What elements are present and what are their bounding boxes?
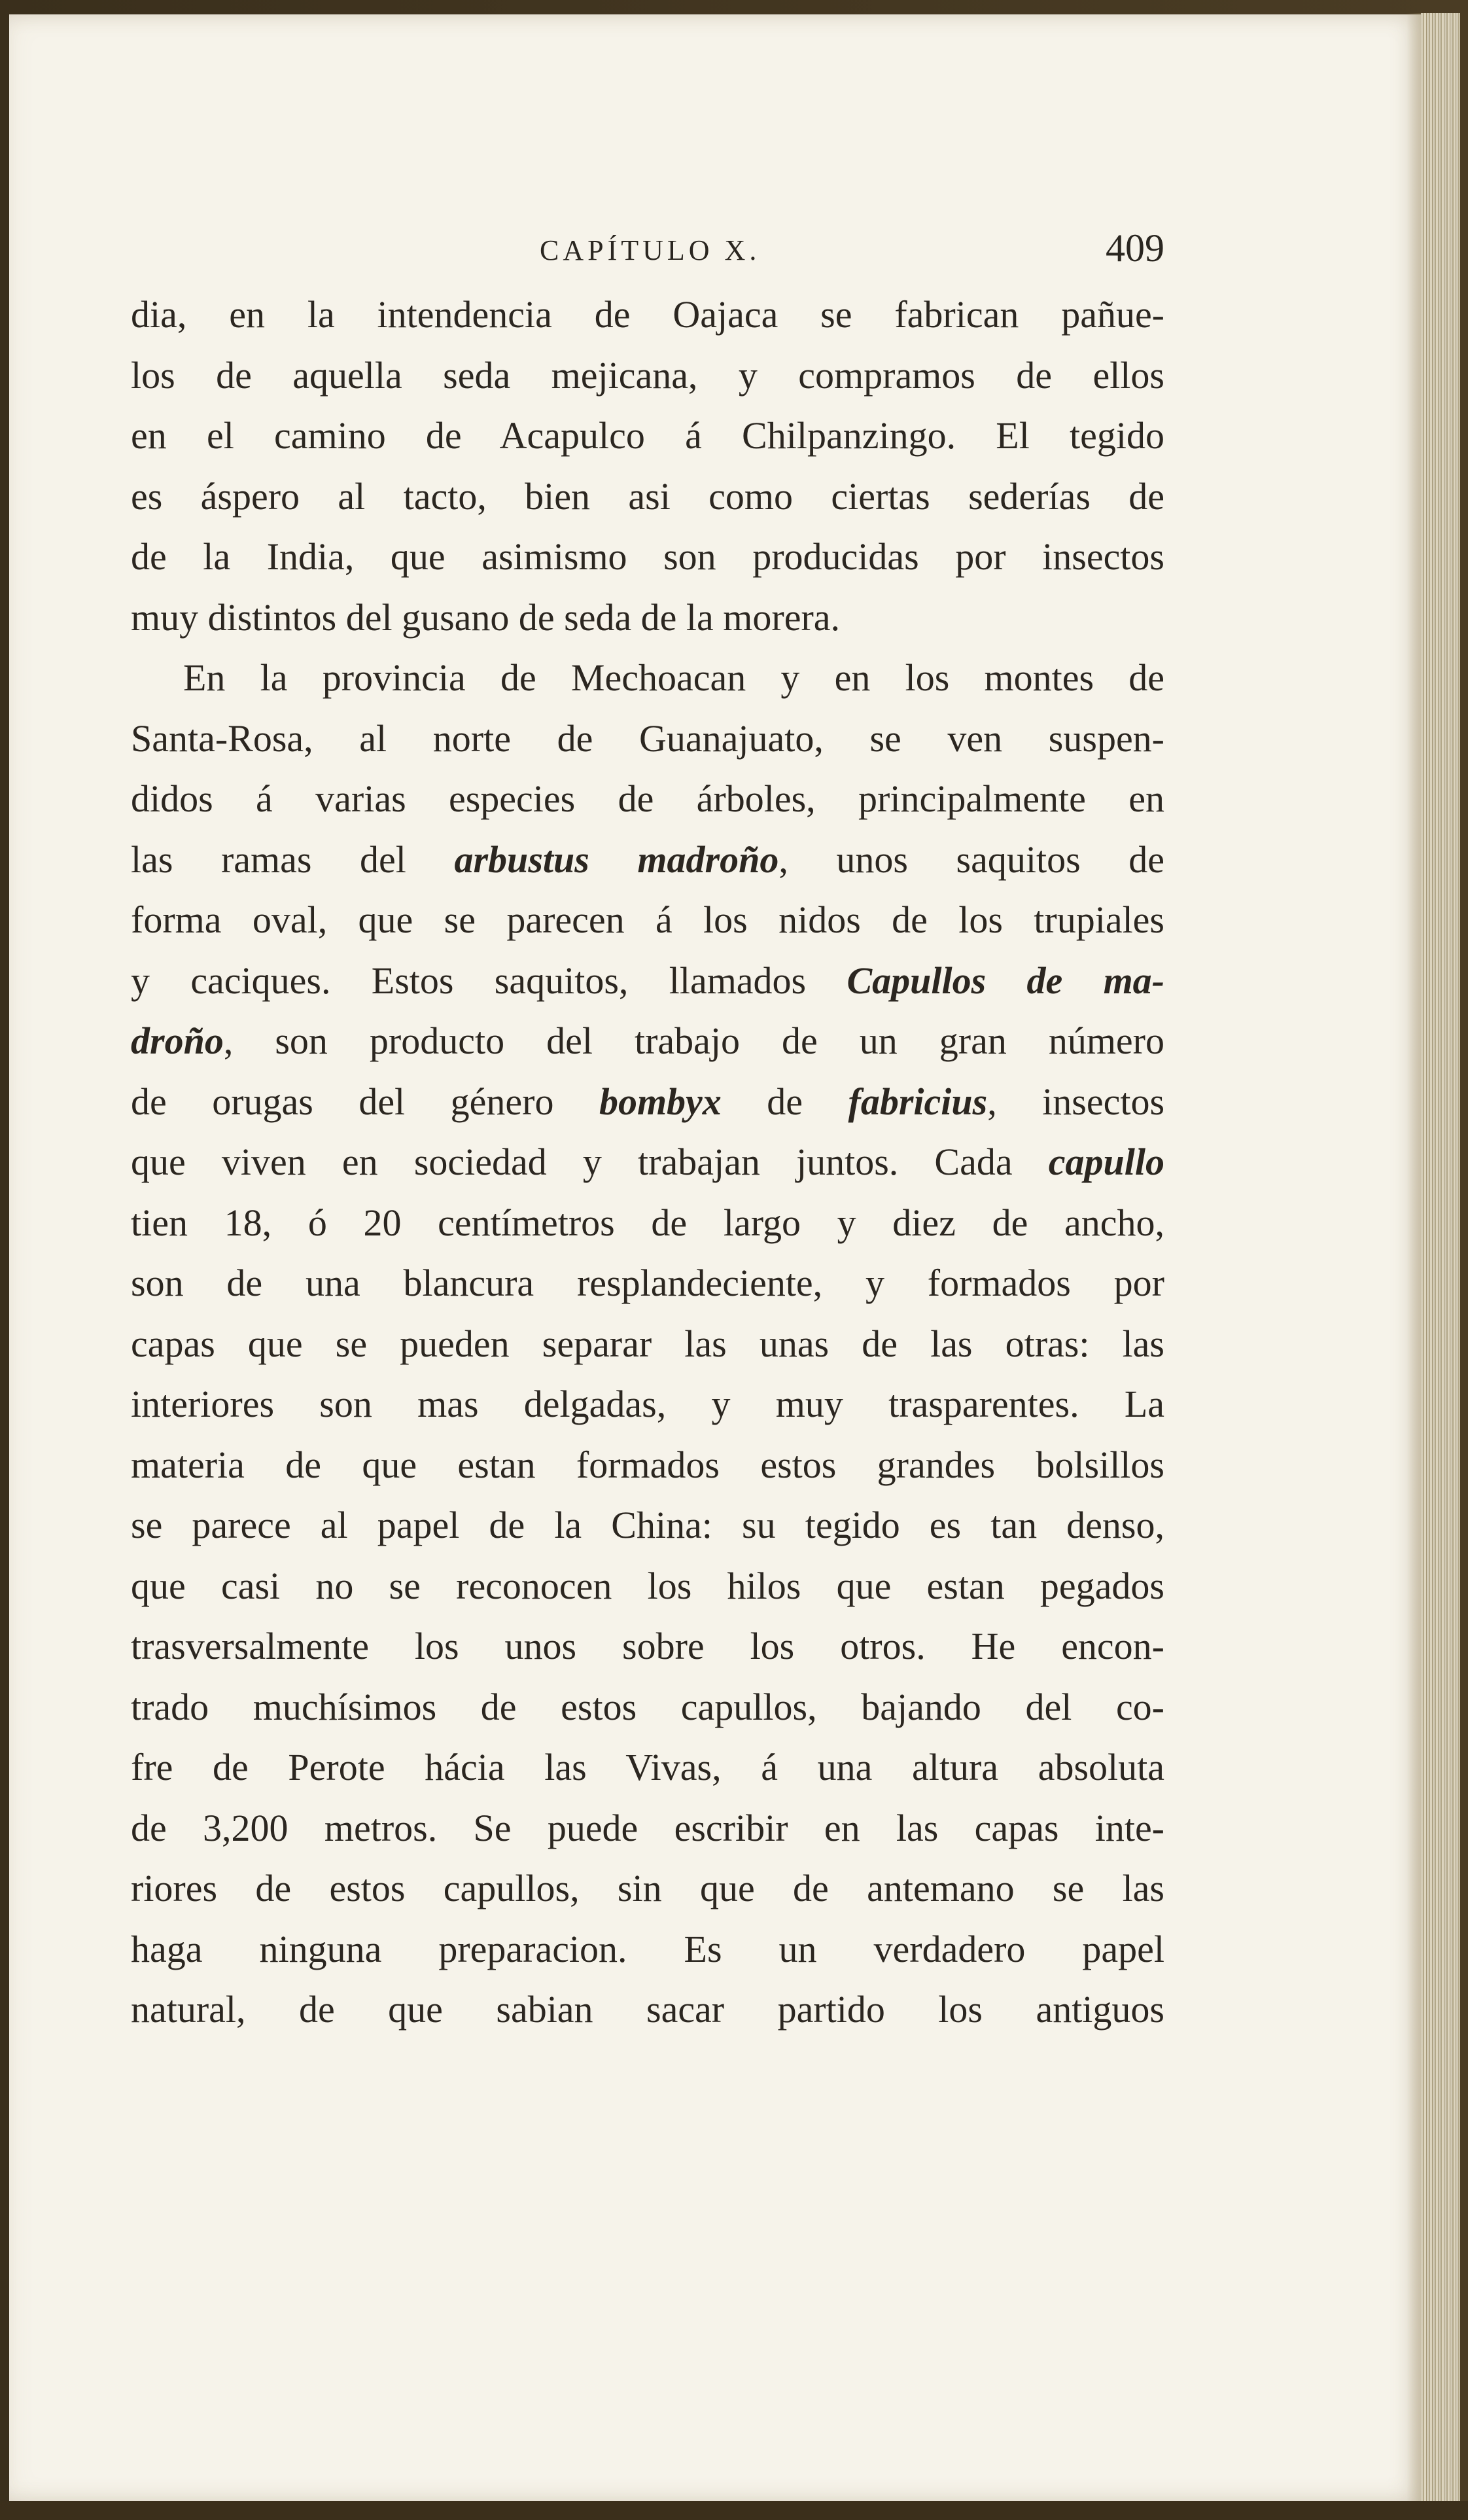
text-run: trado muchísimos de estos capullos, bajando del co- (131, 1685, 1164, 1728)
text-run: , son producto del trabajo de un gran número (223, 1020, 1164, 1062)
text-line (131, 1314, 1164, 1375)
text-line (131, 1193, 1164, 1254)
italic-text: capullo (1048, 1141, 1164, 1183)
text-line (131, 951, 1164, 1012)
text-line (131, 648, 1164, 709)
text-run: tien 18, ó 20 centímetros de largo y diez de ancho, (131, 1201, 1164, 1244)
text-line (131, 1072, 1164, 1133)
body-text (131, 285, 1164, 2040)
book-fore-edge (1421, 13, 1460, 2506)
text-line (131, 890, 1164, 951)
text-line (131, 1253, 1164, 1314)
text-line (131, 527, 1164, 588)
text-run: se parece al papel de la China: su tegido es tan denso, (131, 1504, 1164, 1546)
text-run: haga ninguna preparacion. Es un verdadero papel (131, 1927, 1164, 1970)
text-run: riores de estos capullos, sin que de antemano se las (131, 1867, 1164, 1909)
italic-text: fabricius (848, 1080, 988, 1123)
text-line (131, 1495, 1164, 1556)
text-line (131, 1677, 1164, 1738)
text-run: muy distintos del gusano de seda de la morera. (131, 595, 841, 639)
text-run: trasversalmente los unos sobre los otros. He encon- (131, 1625, 1164, 1667)
text-run: en el camino de Acapulco á Chilpanzingo. El tegido (131, 414, 1164, 457)
text-line (131, 769, 1164, 830)
running-head: CAPÍTULO X. (540, 234, 761, 266)
italic-text: droño (131, 1020, 224, 1062)
text-run: forma oval, que se parecen á los nidos de los trupiales (131, 898, 1164, 941)
text-run: Santa-Rosa, al norte de Guanajuato, se ven suspen- (131, 717, 1164, 760)
text-run: es áspero al tacto, bien asi como ciertas sederías de (131, 474, 1164, 518)
text-line (131, 346, 1164, 406)
text-line (131, 1556, 1164, 1617)
text-line (131, 406, 1164, 467)
book-bottom-edge (0, 2501, 1468, 2520)
text-line (131, 1979, 1164, 2040)
text-line (131, 1737, 1164, 1798)
text-line (131, 467, 1164, 527)
text-run: En la provincia de Mechoacan y en los montes de (183, 656, 1164, 699)
text-run: , unos saquitos de (778, 838, 1164, 881)
text-run: de la India, que asimismo son producidas por insectos (131, 535, 1164, 578)
text-line (131, 1798, 1164, 1859)
text-run: dia, en la intendencia de Oajaca se fabrican pañue- (131, 293, 1164, 336)
text-run: , insectos (987, 1080, 1165, 1123)
text-line (131, 830, 1164, 891)
text-run: capas que se pueden separar las unas de las otras: las (131, 1322, 1164, 1365)
page-number: 409 (1106, 226, 1164, 270)
text-run: fre de Perote hácia las Vivas, á una altura absoluta (131, 1746, 1164, 1788)
text-line (131, 1011, 1164, 1072)
text-run: las ramas del (131, 838, 455, 881)
italic-text: Capullos de ma- (847, 959, 1165, 1002)
text-line (131, 1374, 1164, 1435)
text-line (131, 1132, 1164, 1193)
page-header (131, 226, 1164, 285)
text-line (131, 588, 1164, 648)
text-run: de 3,200 metros. Se puede escribir en las capas inte- (131, 1806, 1164, 1849)
italic-text: bombyx (599, 1080, 722, 1123)
text-run: didos á varias especies de árboles, principalmente en (131, 777, 1164, 820)
italic-text: arbustus madroño (454, 838, 779, 881)
text-run: los de aquella seda mejicana, y compramos de ellos (131, 353, 1164, 397)
text-run: de (721, 1080, 848, 1123)
text-line (131, 285, 1164, 346)
text-line (131, 1616, 1164, 1677)
text-run: interiores son mas delgadas, y muy trasparentes. La (131, 1383, 1164, 1425)
text-line (131, 1858, 1164, 1919)
text-run: natural, de que sabian sacar partido los antiguos (131, 1988, 1164, 2031)
text-line (131, 709, 1164, 770)
text-run: que viven en sociedad y trabajan juntos. Cada (131, 1141, 1049, 1183)
text-run: que casi no se reconocen los hilos que estan pegados (131, 1564, 1164, 1607)
text-line (131, 1435, 1164, 1496)
text-run: y caciques. Estos saquitos, llamados (131, 959, 847, 1002)
text-run: son de una blancura resplandeciente, y formados por (131, 1262, 1164, 1304)
text-run: materia de que estan formados estos grandes bolsillos (131, 1443, 1164, 1486)
text-line (131, 1919, 1164, 1980)
text-run: de orugas del género (131, 1080, 599, 1123)
